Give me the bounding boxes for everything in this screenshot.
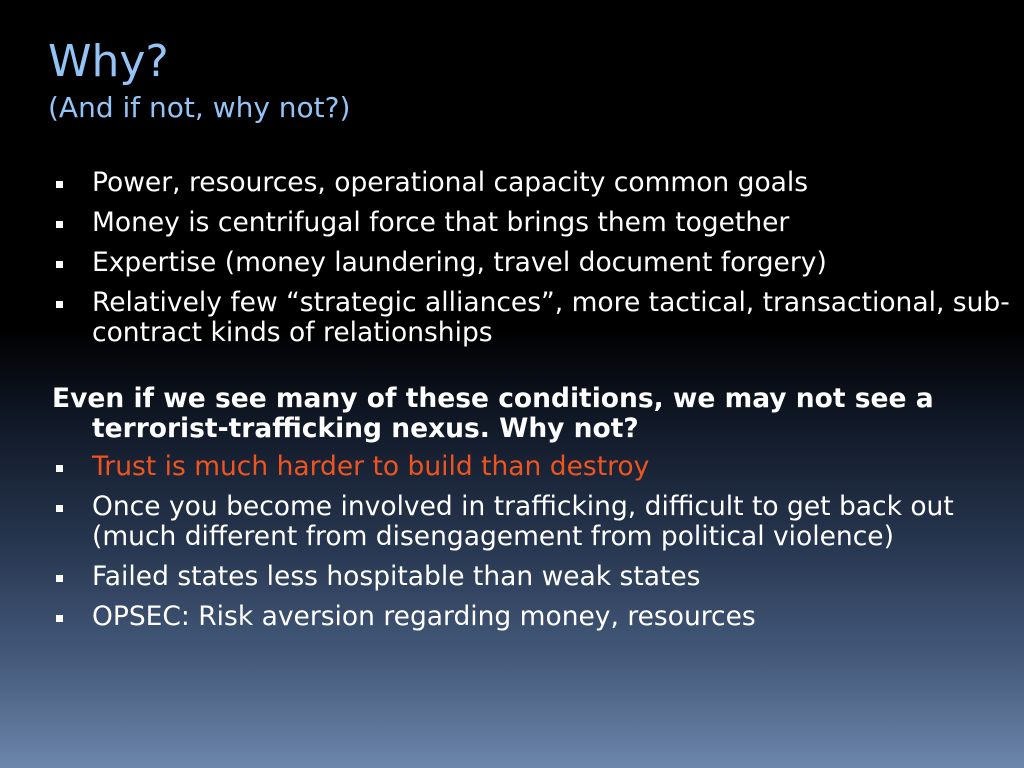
first-bullet-list [52, 168, 1012, 348]
square-bullet-icon [56, 221, 63, 228]
bullet-item [52, 602, 1012, 632]
bullet-text: Expertise (money laundering, travel document forgery) [92, 247, 827, 278]
bullet-item [52, 562, 1012, 592]
bullet-text: Money is centrifugal force that brings them together [92, 207, 790, 238]
square-bullet-icon [56, 575, 63, 582]
slide-subtitle: (And if not, why not?) [48, 91, 351, 124]
bullet-text: Failed states less hospitable than weak states [92, 561, 701, 592]
second-bullet-list [52, 452, 1012, 632]
square-bullet-icon [56, 615, 63, 622]
bullet-item [52, 168, 1012, 198]
slide-content [52, 168, 1012, 642]
square-bullet-icon [56, 505, 63, 512]
bullet-text: Power, resources, operational capacity common goals [92, 167, 809, 198]
square-bullet-icon [56, 181, 63, 188]
bullet-item [52, 248, 1012, 278]
square-bullet-icon [56, 465, 63, 472]
section-heading: Even if we see many of these conditions, we may not see a terrorist-trafficking nexus. Why not? [52, 383, 934, 444]
slide-title: Why? [48, 36, 169, 87]
bullet-text: OPSEC: Risk aversion regarding money, resources [92, 601, 756, 632]
square-bullet-icon [56, 301, 63, 308]
bullet-item [52, 208, 1012, 238]
bullet-item-highlighted [52, 452, 1012, 482]
bullet-text: Once you become involved in trafficking, difficult to get back out (much different from disengagement from political violence) [92, 491, 954, 552]
bullet-item [52, 492, 1012, 552]
title-block [48, 34, 350, 126]
square-bullet-icon [56, 261, 63, 268]
bullet-text: Trust is much harder to build than destroy [92, 451, 650, 482]
bullet-text: Relatively few “strategic alliances”, more tactical, transactional, sub-contract kinds of relationships [92, 287, 1010, 348]
bullet-item [52, 288, 1012, 348]
